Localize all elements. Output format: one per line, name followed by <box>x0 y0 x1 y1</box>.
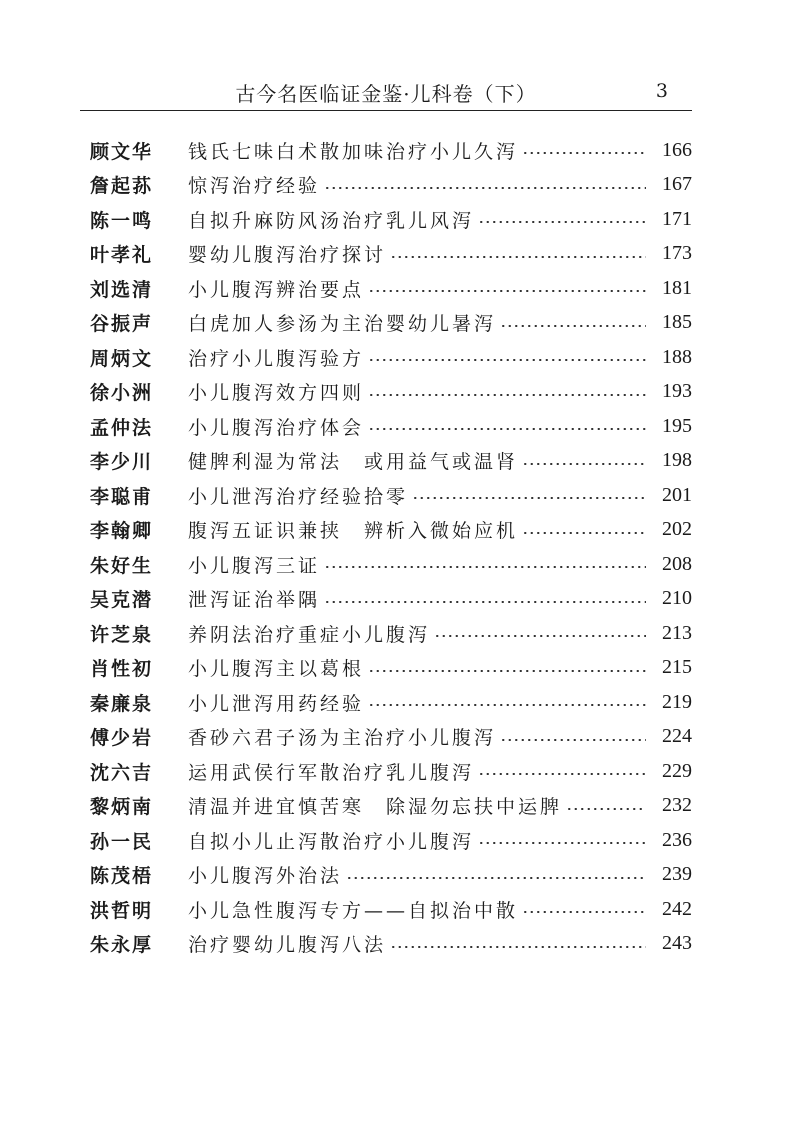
toc-author: 洪哲明 <box>90 899 154 922</box>
dot-leader <box>478 221 646 223</box>
toc-page-number: 210 <box>662 587 692 610</box>
toc-author: 叶孝礼 <box>90 244 154 267</box>
dot-leader <box>434 635 646 637</box>
dot-leader <box>478 773 646 775</box>
toc-title: 自拟升麻防风汤治疗乳儿风泻 <box>188 209 475 232</box>
toc-entry[interactable] <box>90 202 692 237</box>
toc-page-number: 188 <box>662 345 692 368</box>
toc-entry[interactable] <box>90 513 692 548</box>
toc-page-number: 185 <box>662 311 692 334</box>
table-of-contents <box>90 133 692 961</box>
toc-author: 沈六吉 <box>90 761 154 784</box>
dot-leader <box>368 670 646 672</box>
toc-page-number: 202 <box>662 518 692 541</box>
toc-author: 孙一民 <box>90 830 154 853</box>
toc-entry[interactable] <box>90 133 692 168</box>
toc-page-number: 232 <box>662 794 692 817</box>
toc-title: 小儿腹泻主以葛根 <box>188 658 365 681</box>
dot-leader <box>324 601 646 603</box>
toc-title: 钱氏七味白术散加味治疗小儿久泻 <box>188 140 519 163</box>
toc-title: 治疗婴幼儿腹泻八法 <box>188 934 387 957</box>
toc-author: 李少川 <box>90 451 154 474</box>
toc-author: 顾文华 <box>90 140 154 163</box>
dot-leader <box>390 256 646 258</box>
toc-author: 肖性初 <box>90 658 154 681</box>
dot-leader <box>368 428 646 430</box>
toc-entry[interactable] <box>90 823 692 858</box>
toc-title: 小儿腹泻外治法 <box>188 865 343 888</box>
toc-page-number: 198 <box>662 449 692 472</box>
dot-leader <box>368 359 646 361</box>
toc-title: 小儿急性腹泻专方——自拟治中散 <box>188 899 519 922</box>
toc-page-number: 213 <box>662 621 692 644</box>
toc-title: 小儿腹泻三证 <box>188 554 321 577</box>
toc-entry[interactable] <box>90 858 692 893</box>
toc-entry[interactable] <box>90 409 692 444</box>
dot-leader <box>346 877 646 879</box>
toc-entry[interactable] <box>90 651 692 686</box>
toc-page-number: 236 <box>662 828 692 851</box>
toc-author: 秦廉泉 <box>90 692 154 715</box>
toc-author: 朱好生 <box>90 554 154 577</box>
running-header <box>80 74 692 111</box>
toc-page-number: 173 <box>662 242 692 265</box>
toc-author: 谷振声 <box>90 313 154 336</box>
dot-leader <box>412 497 646 499</box>
toc-title: 香砂六君子汤为主治疗小儿腹泻 <box>188 727 497 750</box>
dot-leader <box>478 842 646 844</box>
dot-leader <box>522 911 646 913</box>
page-number: 3 <box>655 80 668 102</box>
toc-page-number: 195 <box>662 414 692 437</box>
dot-leader <box>324 566 646 568</box>
dot-leader <box>500 739 646 741</box>
toc-author: 刘选清 <box>90 278 154 301</box>
dot-leader <box>522 463 646 465</box>
toc-title: 运用武侯行军散治疗乳儿腹泻 <box>188 761 475 784</box>
toc-author: 陈一鸣 <box>90 209 154 232</box>
toc-page-number: 166 <box>662 138 692 161</box>
toc-entry[interactable] <box>90 547 692 582</box>
toc-author: 徐小洲 <box>90 382 154 405</box>
toc-page-number: 201 <box>662 483 692 506</box>
toc-page-number: 239 <box>662 863 692 886</box>
toc-title: 小儿腹泻治疗体会 <box>188 416 365 439</box>
toc-author: 黎炳南 <box>90 796 154 819</box>
toc-author: 孟仲法 <box>90 416 154 439</box>
dot-leader <box>368 394 646 396</box>
dot-leader <box>324 187 646 189</box>
toc-entry[interactable] <box>90 582 692 617</box>
book-title: 古今名医临证金鉴·儿科卷（下） <box>235 82 537 106</box>
toc-page-number: 224 <box>662 725 692 748</box>
toc-author: 许芝泉 <box>90 623 154 646</box>
toc-author: 詹起荪 <box>90 175 154 198</box>
toc-page-number: 208 <box>662 552 692 575</box>
toc-entry[interactable] <box>90 271 692 306</box>
toc-entry[interactable] <box>90 789 692 824</box>
toc-entry[interactable] <box>90 478 692 513</box>
toc-author: 朱永厚 <box>90 934 154 957</box>
toc-page-number: 181 <box>662 276 692 299</box>
toc-page-number: 171 <box>662 207 692 230</box>
toc-entry[interactable] <box>90 168 692 203</box>
toc-page-number: 215 <box>662 656 692 679</box>
dot-leader <box>522 532 646 534</box>
dot-leader <box>500 325 646 327</box>
toc-title: 健脾利湿为常法 或用益气或温肾 <box>188 451 519 474</box>
dot-leader <box>566 808 646 810</box>
toc-entry[interactable] <box>90 444 692 479</box>
toc-title: 婴幼儿腹泻治疗探讨 <box>188 244 387 267</box>
toc-entry[interactable] <box>90 754 692 789</box>
toc-title: 小儿泄泻治疗经验拾零 <box>188 485 409 508</box>
toc-title: 清温并进宜慎苦寒 除湿勿忘扶中运脾 <box>188 796 563 819</box>
toc-title: 养阴法治疗重症小儿腹泻 <box>188 623 431 646</box>
toc-entry[interactable] <box>90 685 692 720</box>
toc-entry[interactable] <box>90 892 692 927</box>
toc-entry[interactable] <box>90 720 692 755</box>
toc-title: 自拟小儿止泻散治疗小儿腹泻 <box>188 830 475 853</box>
dot-leader <box>368 290 646 292</box>
scan-speck <box>352 1024 355 1028</box>
toc-entry[interactable] <box>90 927 692 962</box>
toc-page-number: 219 <box>662 690 692 713</box>
toc-page-number: 229 <box>662 759 692 782</box>
toc-entry[interactable] <box>90 340 692 375</box>
toc-author: 李翰卿 <box>90 520 154 543</box>
toc-author: 傅少岩 <box>90 727 154 750</box>
toc-entry[interactable] <box>90 375 692 410</box>
toc-title: 小儿泄泻用药经验 <box>188 692 365 715</box>
toc-page-number: 167 <box>662 173 692 196</box>
toc-entry[interactable] <box>90 237 692 272</box>
toc-title: 白虎加人参汤为主治婴幼儿暑泻 <box>188 313 497 336</box>
toc-title: 泄泻证治举隅 <box>188 589 321 612</box>
toc-title: 小儿腹泻辨治要点 <box>188 278 365 301</box>
toc-author: 周炳文 <box>90 347 154 370</box>
toc-title: 小儿腹泻效方四则 <box>188 382 365 405</box>
dot-leader <box>522 152 646 154</box>
toc-author: 李聪甫 <box>90 485 154 508</box>
toc-title: 惊泻治疗经验 <box>188 175 321 198</box>
toc-page-number: 193 <box>662 380 692 403</box>
toc-author: 陈茂梧 <box>90 865 154 888</box>
toc-page-number: 243 <box>662 932 692 955</box>
toc-page-number: 242 <box>662 897 692 920</box>
toc-entry[interactable] <box>90 616 692 651</box>
dot-leader <box>368 704 646 706</box>
toc-entry[interactable] <box>90 306 692 341</box>
toc-author: 吴克潜 <box>90 589 154 612</box>
toc-title: 治疗小儿腹泻验方 <box>188 347 365 370</box>
dot-leader <box>390 946 646 948</box>
toc-title: 腹泻五证识兼挟 辨析入微始应机 <box>188 520 519 543</box>
